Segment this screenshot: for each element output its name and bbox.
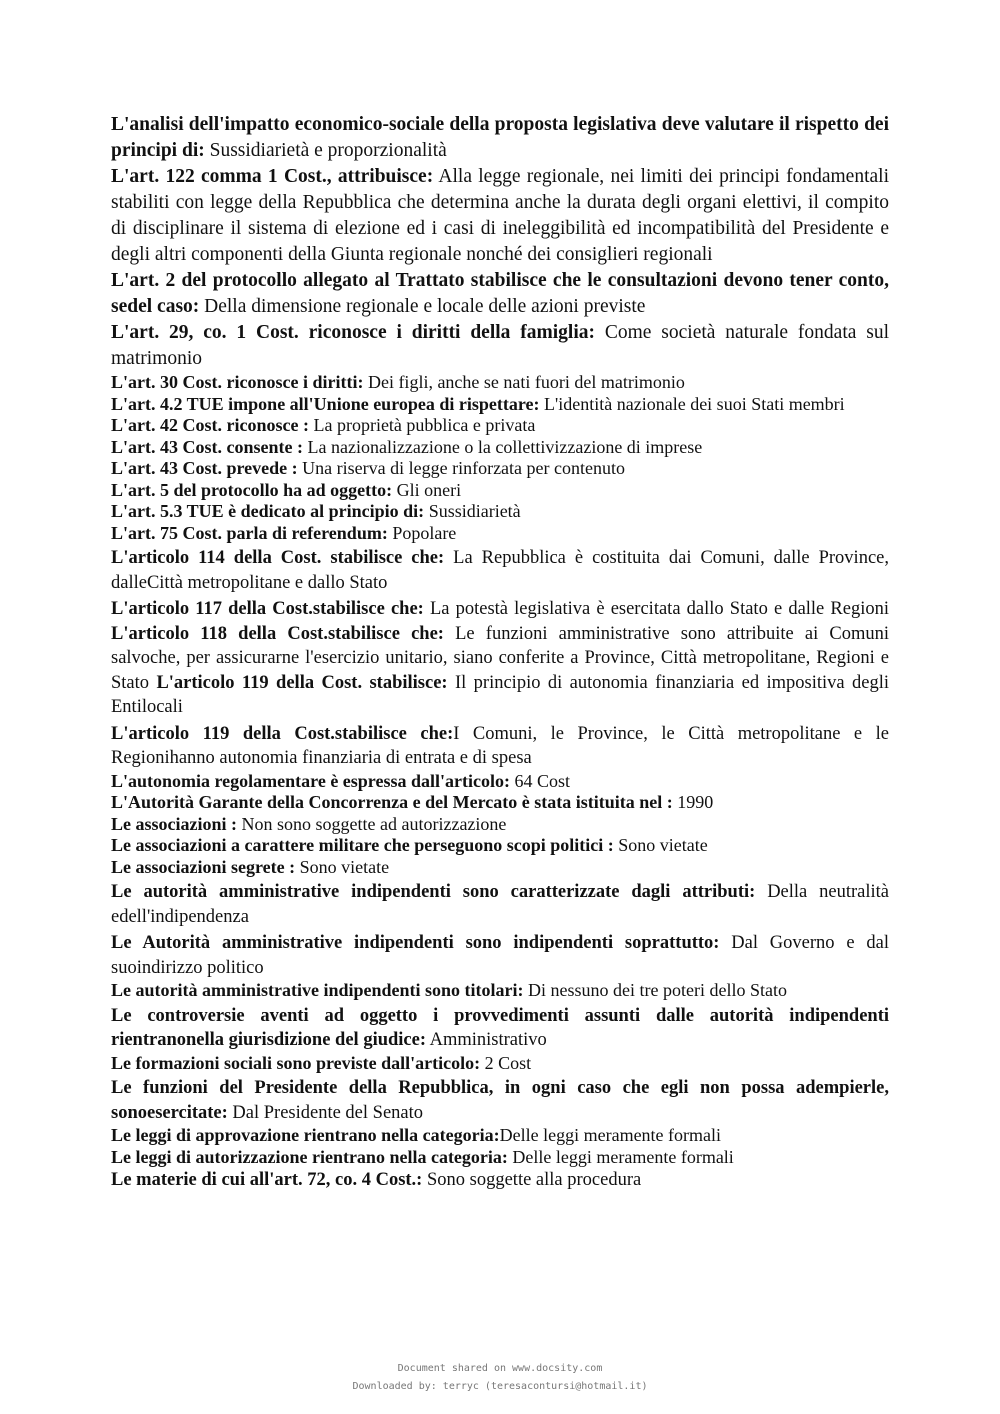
answer-text: Dal Presidente del Senato <box>227 1102 424 1123</box>
answer-text: Sono soggette alla procedura <box>422 1170 642 1190</box>
answer-text: La potestà legislativa è esercitata dallo Stato e dalle Regioni <box>423 599 889 619</box>
answer-text: Non sono soggette ad autorizzazione <box>237 813 507 834</box>
answer-text: Delle leggi meramente formali <box>507 1146 734 1167</box>
answer-text: Dal Governo e dal suoindirizzo politico <box>111 933 889 978</box>
qa-entry <box>111 814 889 836</box>
question-text: Le materie di cui all'art. 72, co. 4 Cost.: <box>111 1170 423 1190</box>
qa-entry <box>111 480 889 502</box>
qa-entry <box>111 1004 889 1053</box>
document-body <box>111 112 889 1193</box>
question-text: Le formazioni sociali sono previste dall'articolo: <box>111 1052 481 1073</box>
question-text: L'art. 75 Cost. parla di referendum: <box>111 522 388 543</box>
question-text: L'art. 30 Cost. riconosce i diritti: <box>111 372 364 392</box>
answer-text: La proprietà pubblica e privata <box>308 415 536 435</box>
qa-entry <box>111 931 889 980</box>
question-text: L'autonomia regolamentare è espressa dall'articolo: <box>111 770 510 791</box>
answer-text: Amministrativo <box>426 1030 547 1050</box>
question-text: L'art. 2 del protocollo allegato al Trattato stabilisce che le consultazioni devono tener conto, sedel caso: <box>111 270 889 317</box>
qa-entry <box>111 980 889 1002</box>
qa-entry <box>111 112 889 164</box>
qa-entry <box>111 164 889 268</box>
answer-text: Della dimensione regionale e locale delle azioni previste <box>199 296 646 317</box>
answer-text: Sussidiarietà e proporzionalità <box>204 140 447 161</box>
answer-text: Come società naturale fondata sul matrimonio <box>111 322 889 369</box>
question-text: L'analisi dell'impatto economico-sociale della proposta legislativa deve valutare il rispetto dei principi di: <box>111 114 889 161</box>
answer-text: Dei figli, anche se nati fuori del matrimonio <box>363 372 685 392</box>
qa-entry <box>111 415 889 437</box>
answer-text: Delle leggi meramente formali <box>499 1125 722 1145</box>
qa-entry <box>111 458 889 480</box>
answer-text: Popolare <box>387 522 457 543</box>
answer-text: I Comuni, le Province, le Città metropolitane e le Regionihanno autonomia finanziaria di entrata e di spesa <box>111 723 889 768</box>
answer-text: La Repubblica è costituita dai Comuni, dalle Province, dalleCittà metropolitane e dallo Stato <box>111 548 889 593</box>
qa-entry <box>111 792 889 814</box>
footer-download-notice: Downloaded by: terryc (teresacontursi@hotmail.it) <box>352 1381 648 1392</box>
footer-shared-notice: Document shared on www.docsity.com <box>397 1363 603 1374</box>
qa-entry <box>111 320 889 372</box>
answer-text: Alla legge regionale, nei limiti dei principi fondamentali stabiliti con legge della Repubblica che determina anche la durata degli organi elettivi, il compito di disciplinare il sistema di elezione ed i casi di ineleggibilità ed incompatibilità del Presidente e degli altri componenti della Giunta regionale nonché dei consiglieri regionali <box>111 166 889 265</box>
answer-text: Sussidiarietà <box>424 501 521 521</box>
answer-text: L'identità nazionale dei suoi Stati membri <box>539 393 845 414</box>
question-text: L'articolo 114 della Cost. stabilisce che: <box>111 548 445 568</box>
answer-text: Il principio di autonomia finanziaria ed impositiva degli Entilocali <box>111 672 889 717</box>
question-text: L'articolo 119 della Cost.stabilisce che: <box>111 723 454 744</box>
answer-text: 1990 <box>672 792 714 812</box>
answer-text: La nazionalizzazione o la collettivizzazione di imprese <box>302 436 703 457</box>
qa-entry <box>111 501 889 523</box>
question-text: L'art. 29, co. 1 Cost. riconosce i diritti della famiglia: <box>111 322 595 343</box>
answer-text: Sono vietate <box>295 856 390 877</box>
question-text: Le associazioni segrete : <box>111 856 296 877</box>
qa-entry <box>111 268 889 320</box>
qa-entry <box>111 1168 889 1193</box>
question-text: L'art. 5 del protocollo ha ad oggetto: <box>111 479 393 500</box>
qa-entry <box>111 771 889 793</box>
question-text: L'articolo 118 della Cost.stabilisce che: <box>111 623 444 644</box>
qa-entry <box>111 1076 889 1125</box>
answer-text: Di nessuno dei tre poteri dello Stato <box>523 980 787 1000</box>
qa-entry <box>111 835 889 857</box>
question-text: L'art. 122 comma 1 Cost., attribuisce: <box>111 166 434 187</box>
answer-text: Gli oneri <box>392 479 462 500</box>
question-text: L'art. 43 Cost. prevede : <box>111 458 298 478</box>
qa-entry <box>111 372 889 394</box>
answer-text: Una riserva di legge rinforzata per contenuto <box>297 458 625 478</box>
question-text: Le autorità amministrative indipendenti sono titolari: <box>111 980 524 1000</box>
question-text: L'art. 4.2 TUE impone all'Unione europea di rispettare: <box>111 393 540 414</box>
answer-text: 2 Cost <box>480 1052 532 1073</box>
qa-entry <box>111 394 889 416</box>
question-text: Le leggi di autorizzazione rientrano nella categoria: <box>111 1146 508 1167</box>
question-text: Le associazioni : <box>111 813 237 834</box>
qa-entry <box>111 1147 889 1169</box>
question-text: L'art. 5.3 TUE è dedicato al principio di: <box>111 501 425 521</box>
qa-entry <box>111 437 889 459</box>
qa-entry <box>111 597 889 720</box>
qa-entry <box>111 857 889 879</box>
question-text: Le autorità amministrative indipendenti sono caratterizzate dagli attributi: <box>111 882 756 902</box>
qa-entry <box>111 722 889 771</box>
question-text: Le controversie aventi ad oggetto i provvedimenti assunti dalle autorità indipendenti rientranonella giurisdizione del giudice: <box>111 1005 889 1050</box>
question-text: Le leggi di approvazione rientrano nella categoria: <box>111 1125 500 1145</box>
qa-entry <box>111 880 889 929</box>
question-text: L'art. 42 Cost. riconosce : <box>111 415 309 435</box>
question-text: L'articolo 117 della Cost.stabilisce che: <box>111 599 424 619</box>
answer-text: Della neutralità edell'indipendenza <box>111 882 890 927</box>
answer-text: Le funzioni amministrative sono attribuite ai Comuni salvoche, per assicurarne l'esercizio unitario, siano conferite a Province, Città metropolitane, Regioni e Stato <box>111 623 889 693</box>
question-text: Le Autorità amministrative indipendenti sono indipendenti soprattutto: <box>111 933 720 953</box>
answer-text: Sono vietate <box>613 835 708 855</box>
qa-entry <box>111 1053 889 1075</box>
qa-entry <box>111 546 889 595</box>
question-text: L'art. 43 Cost. consente : <box>111 436 303 457</box>
question-text: L'Autorità Garante della Concorrenza e del Mercato è stata istituita nel : <box>111 792 673 812</box>
question-text: Le associazioni a carattere militare che perseguono scopi politici : <box>111 835 614 855</box>
qa-entry <box>111 523 889 545</box>
qa-entry <box>111 1125 889 1147</box>
answer-text: 64 Cost <box>509 770 570 791</box>
question-text: L'articolo 119 della Cost. stabilisce: <box>156 672 448 693</box>
question-text: Le funzioni del Presidente della Repubblica, in ogni caso che egli non possa adempierle, sonoesercitate: <box>111 1078 889 1123</box>
